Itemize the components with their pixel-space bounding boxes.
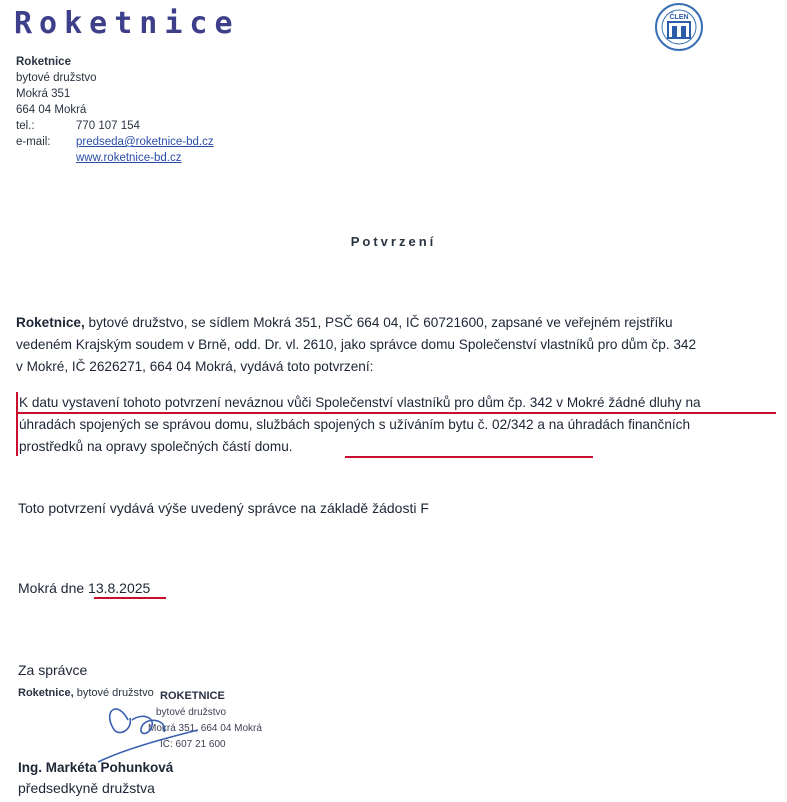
stamp-title: ROKETNICE xyxy=(160,690,225,702)
underline-apartment xyxy=(345,456,593,458)
request-line: Toto potvrzení vydává výše uvedený správce na základě žádosti F xyxy=(18,500,429,516)
confirm-line-2: úhradách spojených se správou domu, službách spojených s užíváním bytu č. 02/342 a na úhradách finančních xyxy=(19,417,691,432)
date-value: 13.8.2025 xyxy=(88,580,151,596)
org-street: Mokrá 351 xyxy=(16,88,71,100)
badge-label: ČLEN xyxy=(669,14,689,21)
stamp-line-1: bytové družstvo xyxy=(156,707,227,718)
intro-line-2: vedeném Krajským soudem v Brně, odd. Dr. vl. 2610, jako správce domu Společenství vlastníků pro dům čp. 342 xyxy=(16,337,697,352)
paragraph-confirmation xyxy=(16,392,776,462)
signatory-role: předsedkyně družstva xyxy=(18,780,155,796)
handwritten-signature xyxy=(88,690,208,770)
website-link[interactable]: www.roketnice-bd.cz xyxy=(76,152,182,164)
company-logo: Roketnice xyxy=(14,6,240,41)
org-type: bytové družstvo xyxy=(16,72,97,84)
org-name: Roketnice xyxy=(16,56,71,68)
underline-debt-statement xyxy=(16,412,776,414)
paragraph-intro xyxy=(16,312,776,382)
tel-label: tel.: xyxy=(16,120,35,132)
confirm-line-1: K datu vystavení tohoto potvrzení neváznou vůči Společenství vlastníků pro dům čp. 342 v Mokré žádné dluhy na xyxy=(19,395,701,410)
intro-line-3: v Mokré, IČ 2626271, 664 04 Mokrá, vydává toto potvrzení: xyxy=(16,359,374,374)
stamp-line-3: IČ: 607 21 600 xyxy=(160,739,226,750)
member-badge-icon xyxy=(650,2,708,52)
date-line: Mokrá dne 13.8.2025 xyxy=(18,580,151,596)
underline-date xyxy=(94,597,166,599)
signoff-org: Roketnice, bytové družstvo xyxy=(18,687,154,699)
confirm-line-3: prostředků na opravy společných částí domu. xyxy=(19,439,293,454)
signatory-name: Ing. Markéta Pohunková xyxy=(18,760,174,775)
document-title: Potvrzení xyxy=(350,234,437,249)
email-link[interactable]: predseda@roketnice-bd.cz xyxy=(76,136,214,148)
tel-value: 770 107 154 xyxy=(76,120,140,132)
signoff-label: Za správce xyxy=(18,662,88,678)
org-bold: Roketnice, xyxy=(16,315,85,330)
email-label: e-mail: xyxy=(16,136,51,148)
org-city: 664 04 Mokrá xyxy=(16,104,87,116)
intro-line-1: Roketnice, bytové družstvo, se sídlem Mokrá 351, PSČ 664 04, IČ 60721600, zapsané ve veřejném rejstříku xyxy=(16,315,673,330)
stamp-line-2: Mokrá 351, 664 04 Mokrá xyxy=(148,723,262,734)
